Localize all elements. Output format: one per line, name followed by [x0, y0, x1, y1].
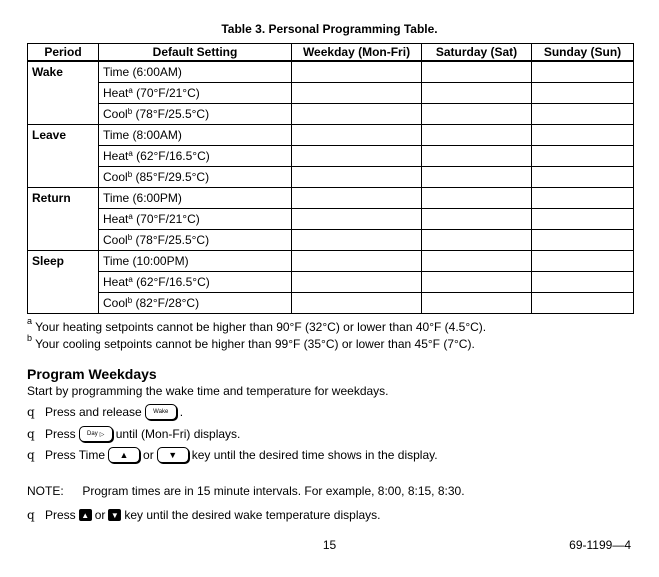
- up-arrow-icon: ▲: [119, 450, 129, 460]
- sunday-entry-cell: [532, 272, 634, 293]
- weekday-entry-cell: [292, 104, 422, 125]
- table-row: [28, 125, 634, 146]
- section-heading: Program Weekdays: [27, 366, 157, 382]
- down-arrow-icon: ▼: [108, 509, 121, 521]
- play-right-icon: ▷: [99, 431, 105, 438]
- setting-value: (70°F/21°C): [132, 211, 200, 226]
- period-cell: Sleep: [28, 251, 99, 314]
- sunday-entry-cell: [532, 104, 634, 125]
- footnote-mark: b: [127, 106, 133, 116]
- default-setting-cell: [99, 251, 292, 272]
- table-row: [28, 293, 634, 314]
- step-4-end: key until the desired wake temperature displays.: [124, 508, 381, 522]
- table-row: [28, 230, 634, 251]
- default-setting-cell: [99, 146, 292, 167]
- up-arrow-key: [108, 447, 140, 463]
- sunday-entry-cell: [532, 293, 634, 314]
- default-setting-cell: [99, 293, 292, 314]
- setting-label: Heat: [103, 274, 129, 289]
- weekday-entry-cell: [292, 209, 422, 230]
- default-setting-cell: [99, 104, 292, 125]
- default-setting-cell: [99, 61, 292, 83]
- weekday-entry-cell: [292, 272, 422, 293]
- footnote-b: [27, 333, 475, 351]
- table-row: [28, 104, 634, 125]
- step-4-text: Press: [45, 508, 76, 522]
- sunday-entry-cell: [532, 167, 634, 188]
- header-saturday: Saturday (Sat): [422, 44, 532, 62]
- saturday-entry-cell: [422, 146, 532, 167]
- sunday-entry-cell: [532, 125, 634, 146]
- footnote-b-text: Your cooling setpoints cannot be higher than 99°F (35°C) or lower than 45°F (7°C).: [32, 337, 475, 351]
- setting-label: Heat: [103, 85, 129, 100]
- saturday-entry-cell: [422, 293, 532, 314]
- setting-value: (70°F/21°C): [132, 85, 200, 100]
- down-arrow-key: [157, 447, 189, 463]
- setting-value: (62°F/16.5°C): [132, 274, 210, 289]
- note-label: NOTE:: [27, 484, 64, 498]
- footnote-mark: a: [128, 148, 133, 158]
- step-3-end: key until the desired time shows in the display.: [191, 448, 438, 462]
- step-1: [27, 404, 183, 420]
- weekday-entry-cell: [292, 293, 422, 314]
- saturday-entry-cell: [422, 272, 532, 293]
- footnote-a: [27, 316, 487, 334]
- table-row: [28, 167, 634, 188]
- saturday-entry-cell: [422, 61, 532, 83]
- sunday-entry-cell: [532, 209, 634, 230]
- default-setting-cell: [99, 230, 292, 251]
- down-arrow-icon: ▼: [168, 450, 178, 460]
- table-row: [28, 272, 634, 293]
- weekday-entry-cell: [292, 61, 422, 83]
- footnote-a-mark: a: [27, 316, 33, 326]
- setting-value: (85°F/29.5°C): [132, 169, 210, 184]
- step-4: [27, 508, 381, 522]
- table-caption: Table 3. Personal Programming Table.: [221, 22, 438, 36]
- step-2: [27, 426, 240, 442]
- wake-key: Wake: [145, 404, 177, 420]
- footnote-b-mark: b: [27, 333, 33, 343]
- step-1-text: Press and release: [45, 405, 142, 419]
- period-cell: Return: [28, 188, 99, 251]
- section-intro: Start by programming the wake time and temperature for weekdays.: [27, 384, 389, 398]
- setting-label: Time (10:00PM): [103, 253, 189, 268]
- setting-label: Heat: [103, 211, 129, 226]
- saturday-entry-cell: [422, 104, 532, 125]
- saturday-entry-cell: [422, 167, 532, 188]
- sunday-entry-cell: [532, 251, 634, 272]
- header-sunday: Sunday (Sun): [532, 44, 634, 62]
- setting-value: (82°F/28°C): [132, 295, 200, 310]
- footnote-mark: b: [127, 169, 133, 179]
- default-setting-cell: [99, 272, 292, 293]
- weekday-entry-cell: [292, 146, 422, 167]
- weekday-entry-cell: [292, 251, 422, 272]
- sunday-entry-cell: [532, 83, 634, 104]
- setting-label: Cool: [103, 295, 128, 310]
- period-cell: Wake: [28, 61, 99, 125]
- default-setting-cell: [99, 209, 292, 230]
- footnote-mark: a: [128, 85, 133, 95]
- saturday-entry-cell: [422, 230, 532, 251]
- period-cell: Leave: [28, 125, 99, 188]
- setting-label: Time (8:00AM): [103, 127, 182, 142]
- setting-label: Cool: [103, 232, 128, 247]
- saturday-entry-cell: [422, 251, 532, 272]
- footnote-a-text: Your heating setpoints cannot be higher than 90°F (32°C) or lower than 40°F (4.5°C).: [32, 320, 487, 334]
- bullet-glyph: q: [27, 508, 35, 522]
- page-number: 15: [322, 538, 337, 552]
- table-row: [28, 83, 634, 104]
- header-weekday: Weekday (Mon-Fri): [292, 44, 422, 62]
- step-2-end: until (Mon-Fri) displays.: [115, 427, 241, 441]
- weekday-entry-cell: [292, 83, 422, 104]
- step-4-or: or: [94, 508, 106, 522]
- programming-table: [27, 43, 634, 314]
- table-body: [28, 61, 634, 314]
- bullet-glyph: q: [27, 405, 35, 419]
- weekday-entry-cell: [292, 230, 422, 251]
- setting-label: Time (6:00AM): [103, 64, 182, 79]
- sunday-entry-cell: [532, 146, 634, 167]
- default-setting-cell: [99, 125, 292, 146]
- footnote-mark: a: [128, 211, 133, 221]
- default-setting-cell: [99, 188, 292, 209]
- setting-label: Time (6:00PM): [103, 190, 182, 205]
- setting-value: (62°F/16.5°C): [132, 148, 210, 163]
- table-row: [28, 146, 634, 167]
- sunday-entry-cell: [532, 61, 634, 83]
- table-row: [28, 188, 634, 209]
- table-row: [28, 209, 634, 230]
- saturday-entry-cell: [422, 125, 532, 146]
- up-arrow-icon: ▲: [79, 509, 92, 521]
- setting-label: Cool: [103, 169, 128, 184]
- step-3: [27, 447, 438, 463]
- saturday-entry-cell: [422, 83, 532, 104]
- day-key: [79, 426, 113, 442]
- setting-label: Heat: [103, 148, 129, 163]
- saturday-entry-cell: [422, 209, 532, 230]
- step-3-or: or: [143, 448, 154, 462]
- table-row: [28, 251, 634, 272]
- sunday-entry-cell: [532, 230, 634, 251]
- sunday-entry-cell: [532, 188, 634, 209]
- document-number: 69-1199—4: [569, 538, 631, 552]
- bullet-glyph: q: [27, 448, 35, 462]
- step-2-text: Press: [45, 427, 76, 441]
- header-period: Period: [28, 44, 99, 62]
- note: [27, 484, 465, 498]
- weekday-entry-cell: [292, 188, 422, 209]
- step-1-end: .: [179, 405, 184, 419]
- table-header-row: [28, 44, 634, 62]
- setting-value: (78°F/25.5°C): [132, 106, 210, 121]
- day-key-label: Day: [87, 431, 98, 437]
- step-3-text: Press Time: [45, 448, 106, 462]
- footnote-mark: b: [127, 232, 133, 242]
- footnote-mark: a: [128, 274, 133, 284]
- default-setting-cell: [99, 83, 292, 104]
- bullet-glyph: q: [27, 427, 35, 441]
- note-text: Program times are in 15 minute intervals. For example, 8:00, 8:15, 8:30.: [82, 484, 465, 498]
- header-default-setting: Default Setting: [99, 44, 292, 62]
- setting-value: (78°F/25.5°C): [132, 232, 210, 247]
- default-setting-cell: [99, 167, 292, 188]
- saturday-entry-cell: [422, 188, 532, 209]
- table-row: [28, 61, 634, 83]
- setting-label: Cool: [103, 106, 128, 121]
- weekday-entry-cell: [292, 167, 422, 188]
- weekday-entry-cell: [292, 125, 422, 146]
- footnote-mark: b: [127, 295, 133, 305]
